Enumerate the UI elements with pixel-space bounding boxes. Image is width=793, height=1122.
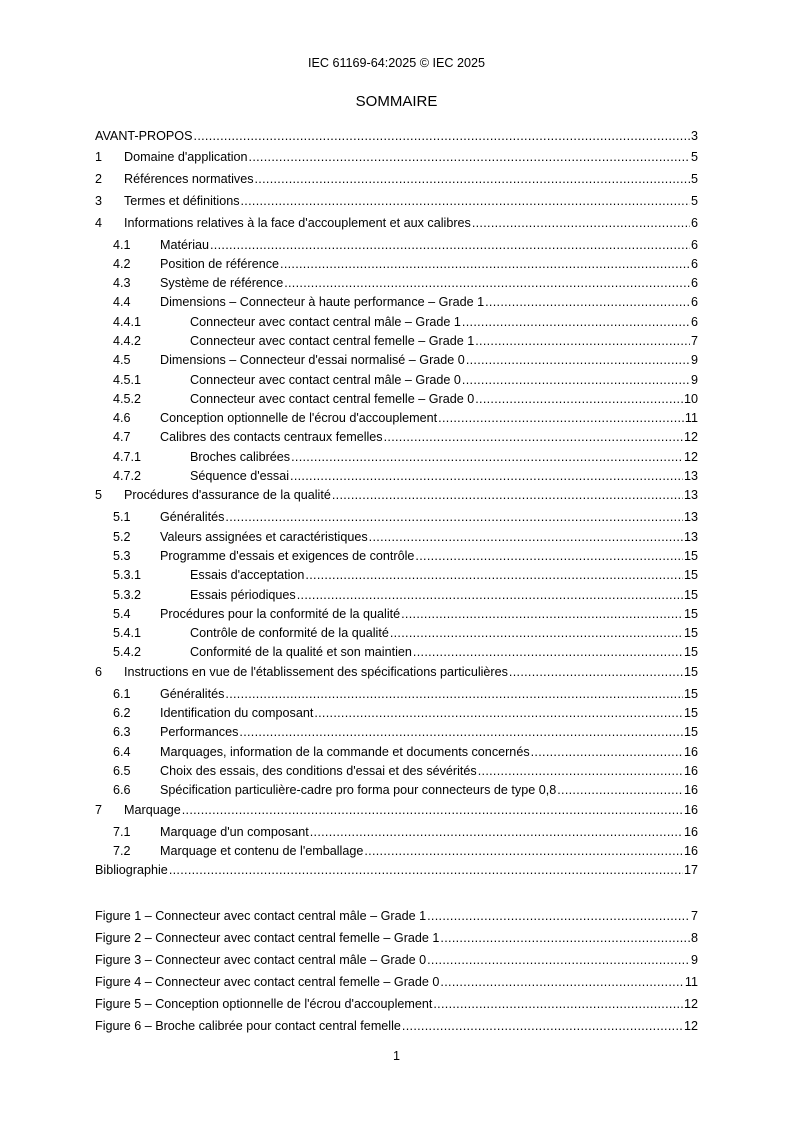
toc-entry-title: Matériau: [160, 237, 209, 252]
toc-entry-title: Généralités: [160, 686, 225, 701]
toc-entry-number: 4.7: [113, 430, 131, 445]
figure-entry[interactable]: [95, 927, 698, 949]
toc-entry-number: 1: [95, 149, 103, 164]
toc-entry-title: Essais d'acceptation: [190, 568, 305, 583]
figure-entry[interactable]: [95, 1015, 698, 1037]
dot-leader: [413, 643, 683, 662]
toc-entry-number: 6.2: [113, 706, 131, 721]
dot-leader: [332, 486, 683, 505]
toc-entry[interactable]: [95, 390, 698, 409]
dot-leader: [475, 390, 683, 409]
toc-entry-number: 4.5: [113, 353, 131, 368]
toc-entry[interactable]: [95, 214, 698, 236]
dot-leader: [557, 781, 683, 800]
toc-entry-title: Domaine d'application: [124, 149, 248, 164]
figure-entry-title: Figure 1 – Connecteur avec contact central mâle – Grade 1: [95, 909, 427, 923]
dot-leader: [225, 508, 683, 527]
toc-entry-number: 4.2: [113, 256, 131, 271]
toc-entry[interactable]: [95, 409, 698, 428]
toc-entry-number: 4.4.2: [113, 333, 142, 348]
figure-entry[interactable]: [95, 905, 698, 927]
toc-entry-page: 9: [690, 353, 698, 368]
figure-entry[interactable]: [95, 949, 698, 971]
list-of-figures: [95, 905, 698, 1037]
dot-leader: [440, 927, 690, 949]
dot-leader: [438, 409, 684, 428]
dot-leader: [509, 663, 683, 682]
dot-leader: [472, 214, 690, 233]
figure-entry-title: Figure 6 – Broche calibrée pour contact central femelle: [95, 1019, 401, 1033]
toc-entry-page: 6: [690, 276, 698, 291]
toc-entry-number: 6.4: [113, 744, 131, 759]
toc-entry-number: 4.3: [113, 276, 131, 291]
toc-entry-page: 13: [683, 529, 698, 544]
figure-entry[interactable]: [95, 993, 698, 1015]
toc-entry-number: 4.1: [113, 237, 131, 252]
toc-entry-page: 16: [683, 744, 698, 759]
toc-entry-page: 17: [683, 863, 698, 878]
dot-leader: [297, 586, 683, 605]
toc-entry-title: Contrôle de conformité de la qualité: [190, 626, 389, 641]
toc-entry[interactable]: [95, 236, 698, 255]
toc-entry-title: Connecteur avec contact central mâle – Grade 1: [190, 314, 461, 329]
dot-leader: [427, 905, 690, 927]
toc-entry[interactable]: [95, 170, 698, 192]
toc-entry[interactable]: [95, 781, 698, 800]
dot-leader: [485, 293, 690, 312]
toc-entry-title: Broches calibrées: [190, 449, 291, 464]
toc-entry-title: Informations relatives à la face d'accouplement et aux calibres: [124, 215, 471, 230]
figure-entry-title: Figure 3 – Connecteur avec contact central mâle – Grade 0: [95, 953, 427, 967]
toc-entry-page: 5: [690, 171, 698, 186]
figure-entry-page: 7: [690, 909, 698, 923]
toc-entry-title: Essais périodiques: [190, 587, 296, 602]
figure-entry-page: 12: [683, 997, 698, 1011]
toc-entry-page: 13: [683, 469, 698, 484]
toc-entry[interactable]: [95, 566, 698, 585]
toc-entry-title: Termes et définitions: [124, 193, 240, 208]
toc-entry-page: 7: [690, 333, 698, 348]
toc-entry-page: 15: [683, 664, 698, 679]
dot-leader: [194, 127, 690, 146]
dot-leader: [401, 605, 683, 624]
toc-entry[interactable]: [95, 743, 698, 762]
toc-entry[interactable]: [95, 723, 698, 742]
dot-leader: [210, 236, 690, 255]
toc-entry-number: 5.1: [113, 510, 131, 525]
dot-leader: [390, 624, 683, 643]
toc-entry-title: Procédures pour la conformité de la qualité: [160, 606, 401, 621]
document-header: IEC 61169-64:2025 © IEC 2025: [307, 56, 486, 70]
toc-entry-title: Calibres des contacts centraux femelles: [160, 430, 383, 445]
toc-entry-page: 6: [690, 314, 698, 329]
dot-leader: [241, 192, 690, 211]
toc-entry-number: 5.3.2: [113, 587, 142, 602]
toc-entry[interactable]: [95, 861, 698, 882]
toc-entry-page: 12: [683, 430, 698, 445]
toc-entry-title: Séquence d'essai: [190, 469, 290, 484]
toc-entry-page: 15: [683, 568, 698, 583]
toc-entry-title: Connecteur avec contact central femelle – Grade 1: [190, 333, 475, 348]
toc-entry[interactable]: [95, 508, 698, 527]
toc-entry-number: 6.5: [113, 763, 131, 778]
toc-entry-page: 16: [683, 843, 698, 858]
toc-entry-page: 15: [683, 626, 698, 641]
toc-entry-number: 3: [95, 193, 103, 208]
toc-entry-number: 5.4.2: [113, 645, 142, 660]
toc-entry-title: Programme d'essais et exigences de contrôle: [160, 548, 415, 563]
toc-entry[interactable]: [95, 704, 698, 723]
toc-entry[interactable]: [95, 332, 698, 351]
dot-leader: [475, 332, 690, 351]
toc-entry-title: Conception optionnelle de l'écrou d'accouplement: [160, 411, 438, 426]
toc-entry-number: 4.5.2: [113, 391, 142, 406]
dot-leader: [310, 823, 683, 842]
toc-entry[interactable]: [95, 293, 698, 312]
toc-entry-title: Généralités: [160, 510, 225, 525]
toc-entry-page: 11: [684, 411, 698, 426]
figure-entry-page: 12: [683, 1019, 698, 1033]
toc-entry-page: 15: [683, 606, 698, 621]
dot-leader: [284, 274, 690, 293]
toc-entry-title: Identification du composant: [160, 706, 314, 721]
page-number: 1: [392, 1049, 400, 1063]
toc-entry-title: Position de référence: [160, 256, 280, 271]
toc-entry-number: 4.7.2: [113, 469, 142, 484]
toc-entry[interactable]: [95, 486, 698, 508]
toc-entry-number: 4.7.1: [113, 449, 142, 464]
toc-entry[interactable]: [95, 762, 698, 781]
toc-entry-number: 7.1: [113, 824, 131, 839]
dot-leader: [255, 170, 690, 189]
toc-entry-number: 5.3: [113, 548, 131, 563]
figure-entry-page: 8: [690, 931, 698, 945]
toc-entry-page: 16: [683, 763, 698, 778]
toc-entry-title: Références normatives: [124, 171, 254, 186]
dot-leader: [462, 313, 690, 332]
toc-entry-number: 4.6: [113, 411, 131, 426]
toc-entry-title: Performances: [160, 725, 239, 740]
table-of-contents: [95, 127, 698, 882]
toc-entry-title: Marquages, information de la commande et documents concernés: [160, 744, 530, 759]
toc-entry-page: 13: [683, 488, 698, 503]
toc-entry[interactable]: [95, 274, 698, 293]
toc-entry-number: 5.3.1: [113, 568, 142, 583]
dot-leader: [440, 971, 684, 993]
toc-entry-title: Valeurs assignées et caractéristiques: [160, 529, 368, 544]
toc-entry-title: Marquage d'un composant: [160, 824, 309, 839]
toc-entry[interactable]: [95, 663, 698, 685]
toc-entry-page: 5: [690, 193, 698, 208]
toc-entry-title: Dimensions – Connecteur à haute performance – Grade 1: [160, 295, 485, 310]
toc-entry-number: 5: [95, 488, 103, 503]
toc-entry-number: 6: [95, 664, 103, 679]
toc-entry-number: 4.5.1: [113, 372, 142, 387]
toc-entry-page: 16: [683, 802, 698, 817]
toc-entry-title: Connecteur avec contact central mâle – Grade 0: [190, 372, 461, 387]
toc-entry-page: 15: [683, 587, 698, 602]
toc-entry-title: AVANT-PROPOS: [95, 129, 193, 143]
toc-entry-title: Système de référence: [160, 276, 284, 291]
toc-entry-page: 15: [683, 725, 698, 740]
toc-entry[interactable]: [95, 351, 698, 370]
toc-entry-number: 4.4: [113, 295, 131, 310]
figure-entry-page: 9: [690, 953, 698, 967]
dot-leader: [314, 704, 683, 723]
toc-entry-page: 15: [683, 706, 698, 721]
toc-entry[interactable]: [95, 448, 698, 467]
dot-leader: [280, 255, 690, 274]
toc-entry-number: 6.3: [113, 725, 131, 740]
figure-entry[interactable]: [95, 971, 698, 993]
toc-entry-page: 3: [690, 129, 698, 143]
toc-entry-page: 6: [690, 295, 698, 310]
toc-entry-page: 16: [683, 824, 698, 839]
toc-entry-page: 6: [690, 237, 698, 252]
toc-entry[interactable]: [95, 428, 698, 447]
toc-entry[interactable]: [95, 685, 698, 704]
toc-entry[interactable]: [95, 371, 698, 390]
toc-entry-page: 6: [690, 215, 698, 230]
toc-entry[interactable]: [95, 127, 698, 148]
toc-entry-title: Conformité de la qualité et son maintien: [190, 645, 412, 660]
toc-entry-number: 6.1: [113, 686, 131, 701]
dot-leader: [249, 148, 690, 167]
toc-entry-title: Dimensions – Connecteur d'essai normalisé – Grade 0: [160, 353, 465, 368]
dot-leader: [305, 566, 683, 585]
figure-entry-page: 11: [684, 975, 698, 989]
toc-entry-number: 6.6: [113, 783, 131, 798]
dot-leader: [290, 467, 683, 486]
toc-entry-number: 5.2: [113, 529, 131, 544]
dot-leader: [364, 842, 683, 861]
toc-entry-page: 15: [683, 645, 698, 660]
toc-entry-page: 15: [683, 686, 698, 701]
toc-entry-page: 12: [683, 449, 698, 464]
toc-entry-number: 7: [95, 802, 103, 817]
toc-entry-number: 5.4: [113, 606, 131, 621]
toc-entry-number: 4.4.1: [113, 314, 142, 329]
toc-entry-number: 4: [95, 215, 103, 230]
toc-entry[interactable]: [95, 624, 698, 643]
toc-entry-page: 10: [683, 391, 698, 406]
toc-entry-title: Choix des essais, des conditions d'essai et des sévérités: [160, 763, 477, 778]
dot-leader: [427, 949, 690, 971]
toc-entry-title: Instructions en vue de l'établissement des spécifications particulières: [124, 664, 508, 679]
toc-entry-page: 5: [690, 149, 698, 164]
toc-entry-title: Bibliographie: [95, 863, 168, 878]
dot-leader: [239, 723, 683, 742]
dot-leader: [462, 371, 690, 390]
toc-entry[interactable]: [95, 313, 698, 332]
toc-entry[interactable]: [95, 823, 698, 842]
toc-entry[interactable]: [95, 643, 698, 662]
toc-entry-page: 13: [683, 510, 698, 525]
toc-entry[interactable]: [95, 547, 698, 566]
dot-leader: [415, 547, 683, 566]
toc-entry[interactable]: [95, 586, 698, 605]
dot-leader: [182, 801, 683, 820]
toc-entry-number: 7.2: [113, 843, 131, 858]
page-title: SOMMAIRE: [355, 93, 438, 110]
dot-leader: [478, 762, 683, 781]
figure-entry-title: Figure 5 – Conception optionnelle de l'écrou d'accouplement: [95, 997, 433, 1011]
dot-leader: [291, 448, 683, 467]
toc-entry-number: 2: [95, 171, 103, 186]
toc-entry-title: Marquage: [124, 802, 181, 817]
dot-leader: [433, 993, 683, 1015]
figure-entry-title: Figure 4 – Connecteur avec contact central femelle – Grade 0: [95, 975, 440, 989]
dot-leader: [225, 685, 683, 704]
toc-entry-number: 5.4.1: [113, 626, 142, 641]
toc-entry[interactable]: [95, 528, 698, 547]
dot-leader: [169, 861, 683, 880]
dot-leader: [531, 743, 683, 762]
toc-entry-page: 6: [690, 256, 698, 271]
toc-entry[interactable]: [95, 255, 698, 274]
toc-entry-page: 9: [690, 372, 698, 387]
toc-entry[interactable]: [95, 192, 698, 214]
toc-entry[interactable]: [95, 467, 698, 486]
figure-entry-title: Figure 2 – Connecteur avec contact central femelle – Grade 1: [95, 931, 440, 945]
toc-entry[interactable]: [95, 801, 698, 823]
toc-entry[interactable]: [95, 148, 698, 170]
dot-leader: [369, 528, 683, 547]
toc-entry-title: Spécification particulière-cadre pro forma pour connecteurs de type 0,8: [160, 783, 557, 798]
dot-leader: [466, 351, 690, 370]
dot-leader: [402, 1015, 683, 1037]
toc-entry[interactable]: [95, 605, 698, 624]
toc-entry[interactable]: [95, 842, 698, 861]
toc-entry-title: Marquage et contenu de l'emballage: [160, 843, 364, 858]
dot-leader: [384, 428, 683, 447]
toc-entry-page: 16: [683, 783, 698, 798]
toc-entry-title: Procédures d'assurance de la qualité: [124, 488, 331, 503]
toc-entry-title: Connecteur avec contact central femelle – Grade 0: [190, 391, 475, 406]
toc-entry-page: 15: [683, 548, 698, 563]
